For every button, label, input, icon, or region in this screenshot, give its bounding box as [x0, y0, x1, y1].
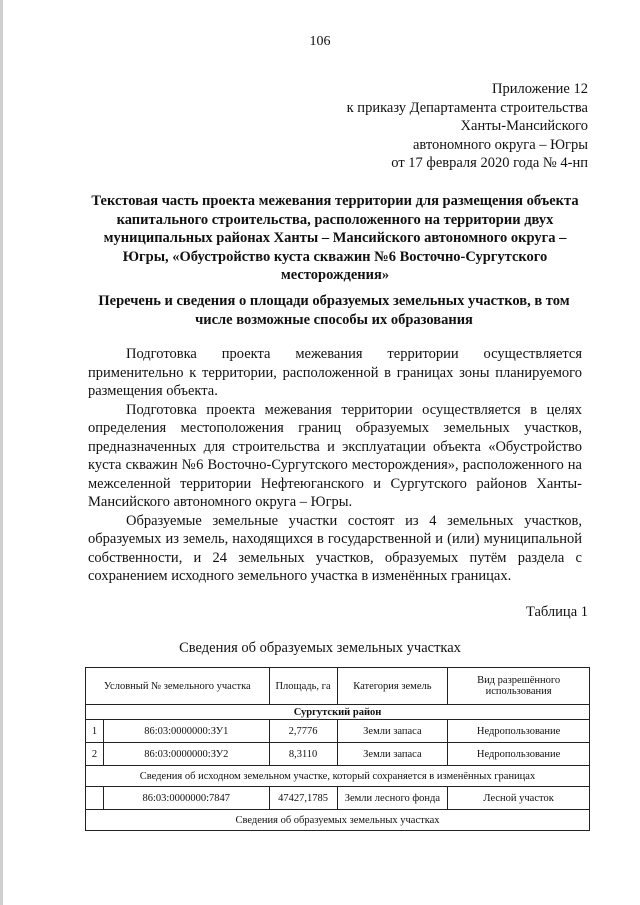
plot-area: 8,3110	[269, 743, 337, 766]
group-title: Сургутский район	[86, 705, 590, 720]
table-note-row	[86, 766, 590, 787]
column-header: Категория земель	[337, 668, 448, 705]
paragraph: Образуемые земельные участки состоят из 4 земельных участков, образуемых из земель, находящихся в государственной и (или) муниципальной собственности, и 24 земельных участков, образуемых путём раздела с сохранением исходного земельного участка в изменённых границах.	[88, 512, 582, 584]
column-header: Площадь, га	[269, 668, 337, 705]
paragraph: Подготовка проекта межевания территории осуществляется в целях определения местоположения границ образуемых земельных участков, предназначенных для строительства и эксплуатации объекта «Обустройство куста скважин №6 Восточно-Сургутского месторождения», расположенного на межселенной территории Нефтеюганского и Сургутского районов Ханты-Мансийского автономного округа – Югры.	[88, 401, 582, 510]
table-row	[86, 720, 590, 743]
column-header: Условный № земельного участка	[86, 668, 270, 705]
appendix-header	[347, 80, 588, 173]
plot-area: 47427,1785	[269, 787, 337, 810]
plot-id: 86:03:0000000:ЗУ2	[103, 743, 269, 766]
table-group-row	[86, 705, 590, 720]
permitted-use: Недропользование	[448, 720, 590, 743]
section-title: Перечень и сведения о площади образуемых земельных участков, в том числе возможные способы их образования	[98, 293, 570, 328]
plot-id: 86:03:0000000:7847	[103, 787, 269, 810]
table-row	[86, 743, 590, 766]
appendix-line: Ханты-Мансийского	[460, 118, 588, 134]
appendix-line: Приложение 12	[492, 81, 588, 97]
document-title: Текстовая часть проекта межевания территории для размещения объекта капитального строительства, расположенного на территории двух муниципальных районах Ханты – Мансийского автономного округа – Югры, «Обустройство куста скважин №6 Восточно-Сургутского месторождения»	[91, 193, 579, 283]
table-label: Таблица 1	[525, 604, 588, 620]
appendix-line: к приказу Департамента строительства	[346, 99, 588, 116]
land-category: Земли лесного фонда	[337, 787, 448, 810]
land-category: Земли запаса	[337, 720, 448, 743]
table-caption: Сведения об образуемых земельных участках	[179, 640, 461, 656]
appendix-line: автономного округа – Югры	[412, 136, 588, 153]
land-plots-table	[85, 667, 590, 831]
row-number: 1	[86, 720, 104, 743]
row-number: 2	[86, 743, 104, 766]
source-plot-note: Сведения об исходном земельном участке, который сохраняется в изменённых границах	[86, 766, 590, 787]
page-number: 106	[309, 34, 331, 49]
plot-id: 86:03:0000000:ЗУ1	[103, 720, 269, 743]
appendix-line: от 17 февраля 2020 года № 4-нп	[391, 155, 588, 171]
plot-area: 2,7776	[269, 720, 337, 743]
table-header-row	[86, 668, 590, 705]
formed-plots-note: Сведения об образуемых земельных участках	[86, 810, 590, 831]
table-row	[86, 787, 590, 810]
table-note-row	[86, 810, 590, 831]
row-number	[86, 787, 104, 810]
body-text	[88, 345, 582, 586]
land-category: Земли запаса	[337, 743, 448, 766]
scan-edge	[0, 0, 3, 905]
paragraph: Подготовка проекта межевания территории осуществляется применительно к территории, расположенной в границах зоны планируемого размещения объекта.	[88, 346, 582, 399]
permitted-use: Лесной участок	[448, 787, 590, 810]
permitted-use: Недропользование	[448, 743, 590, 766]
column-header: Вид разрешённого использования	[448, 668, 590, 705]
